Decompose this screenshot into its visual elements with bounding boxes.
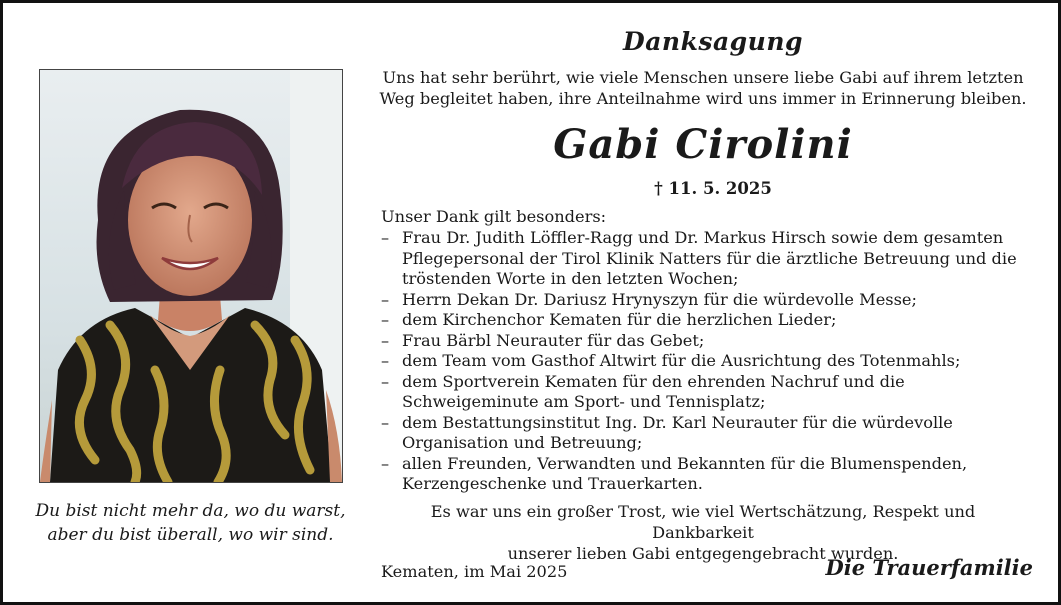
thanks-item	[381, 228, 1031, 290]
deceased-name: Gabi Cirolini	[553, 121, 853, 168]
thanks-line: Organisation und Betreuung;	[402, 433, 643, 452]
thanks-item	[381, 310, 1031, 331]
thanks-item	[381, 331, 1031, 352]
memorial-quote	[23, 499, 358, 547]
thanks-line: allen Freunden, Verwandten und Bekannten für die Blumenspenden,	[402, 453, 968, 473]
quote-line: aber du bist überall, wo wir sind.	[47, 525, 334, 545]
thanks-line: Schweigeminute am Sport- und Tennisplatz;	[402, 392, 766, 411]
thanks-item	[381, 454, 1031, 495]
death-date: † 11. 5. 2025	[654, 179, 772, 198]
thanks-line: Herrn Dekan Dr. Dariusz Hrynyszyn für die würdevolle Messe;	[402, 289, 917, 309]
thanks-line: Kerzengeschenke und Trauerkarten.	[402, 474, 703, 493]
intro-text	[378, 67, 1028, 109]
quote-line: Du bist nicht mehr da, wo du warst,	[35, 501, 346, 521]
list-dash: –	[381, 412, 390, 432]
thanks-item	[381, 372, 1031, 413]
list-dash: –	[381, 371, 390, 391]
thanks-item	[381, 351, 1031, 372]
list-dash: –	[381, 289, 390, 309]
family-signature: Die Trauerfamilie	[825, 555, 1033, 580]
thanks-line: Frau Bärbl Neurauter für das Gebet;	[402, 330, 705, 350]
portrait-photo	[39, 69, 343, 483]
portrait-illustration	[40, 70, 342, 482]
list-dash: –	[381, 453, 390, 473]
closing-line: Es war uns ein großer Trost, wie viel Wertschätzung, Respekt und Dankbarkeit	[430, 502, 976, 542]
thanks-line: Pflegepersonal der Tirol Klinik Natters für die ärztliche Betreuung und die	[402, 248, 1017, 268]
card-title: Danksagung	[623, 27, 803, 56]
thanks-line: tröstenden Worte in den letzten Wochen;	[402, 269, 739, 288]
list-dash: –	[381, 310, 390, 329]
thanks-item	[381, 290, 1031, 311]
place-date: Kematen, im Mai 2025	[381, 562, 568, 581]
intro-line: Uns hat sehr berührt, wie viele Menschen unsere liebe Gabi auf ihrem letzten	[382, 68, 1024, 87]
thanks-line: dem Kirchenchor Kematen für die herzlichen Lieder;	[402, 310, 837, 329]
list-dash: –	[381, 330, 390, 350]
thanks-line: dem Sportverein Kematen für den ehrenden Nachruf und die	[402, 371, 905, 391]
closing-line: unserer lieben Gabi entgegengebracht wurden.	[507, 544, 899, 563]
thanks-line: dem Bestattungsinstitut Ing. Dr. Karl Neurauter für die würdevolle	[402, 412, 953, 432]
thanks-list	[381, 228, 1031, 495]
thanks-line: dem Team vom Gasthof Altwirt für die Ausrichtung des Totenmahls;	[402, 351, 961, 370]
intro-line: Weg begleitet haben, ihre Anteilnahme wird uns immer in Erinnerung bleiben.	[379, 89, 1027, 108]
thanks-item	[381, 413, 1031, 454]
thanks-line: Frau Dr. Judith Löffler-Ragg und Dr. Markus Hirsch sowie dem gesamten	[402, 228, 1004, 247]
list-dash: –	[381, 228, 390, 247]
list-dash: –	[381, 351, 390, 370]
thanks-intro: Unser Dank gilt besonders:	[381, 207, 607, 226]
